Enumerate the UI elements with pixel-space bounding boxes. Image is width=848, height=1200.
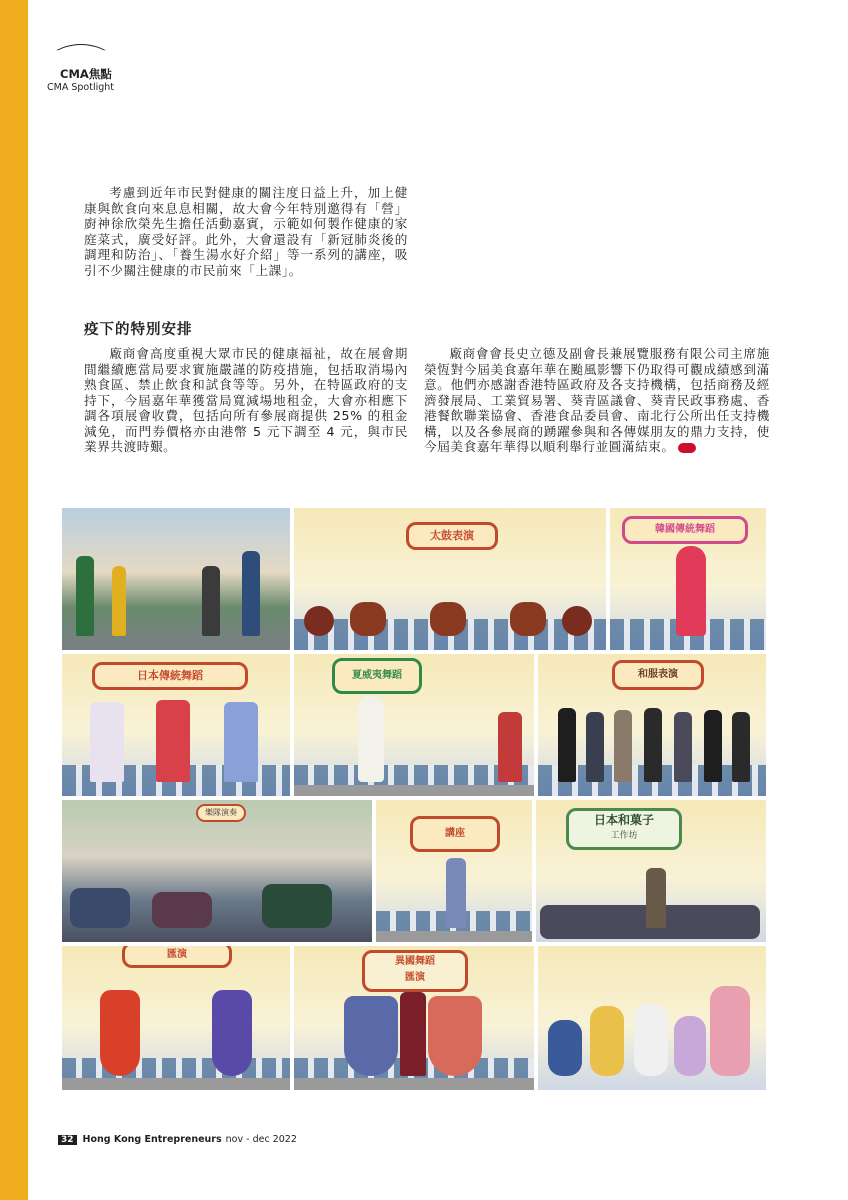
photo-person: [202, 566, 220, 636]
left-paragraph: 廠商會高度重視大眾市民的健康福祉，故在展會期間繼續應當局要求實施嚴謹的防疫措施，包括取消場內熟食區、禁止飲食和試食等等。另外，在特區政府的支持下，今屆嘉年華獲當局寬減場地租金，大會亦相應下調各項展會收費，包括向所有參展商提供 25% 的租金減免，而門券價格亦由港幣 5 元下調至 4 元，與市民業界共渡時艱。: [84, 346, 408, 454]
photo-person: [674, 712, 692, 782]
issue-date: nov - dec 2022: [225, 1134, 297, 1145]
photo-dancer: [100, 990, 140, 1076]
photo-person: [732, 712, 750, 782]
photo-hula-dance: [294, 654, 534, 796]
photo-korean-dance: [610, 508, 766, 650]
photo-child: [674, 1016, 706, 1076]
photo-banner-line: 異國舞蹈: [395, 956, 435, 967]
photo-person: [76, 556, 94, 636]
right-paragraph: [424, 346, 770, 461]
photo-floor: [376, 931, 532, 942]
photo-audience: [152, 892, 212, 928]
photo-drum: [430, 602, 466, 636]
photo-person: [586, 712, 604, 782]
photo-banner: 太鼓表演: [406, 522, 498, 550]
photo-banner-line: 日本和菓子: [593, 813, 654, 827]
photo-dancer: [400, 992, 426, 1076]
photo-floor: [62, 1078, 290, 1090]
end-mark-logo: 廠商: [678, 443, 696, 453]
photo-drum: [510, 602, 546, 636]
photo-band-audience: [62, 800, 372, 942]
photo-kimono-show: [538, 654, 766, 796]
photo-person: [704, 710, 722, 782]
intro-paragraph: 考慮到近年市民對健康的關注度日益上升，加上健康與飲食向來息息相關，故大會今年特別邀得有「營」廚神徐欣榮先生擔任活動嘉賓，示範如何製作健康的家庭菜式，廣受好評。此外，大會還設有「新冠肺炎後的調理和防治」、「養生湯水好介紹」等一系列的講座，吸引不少關注健康的市民前來「上課」。: [84, 185, 408, 278]
photo-banner: 夏威夷舞蹈: [332, 658, 422, 694]
photo-banner: [566, 808, 682, 850]
photo-child: [634, 1004, 668, 1076]
photo-street-fair: [62, 508, 290, 650]
photo-speaker: [446, 858, 466, 928]
photo-banner-line: 匯演: [405, 972, 425, 983]
photo-banner: 樂隊演奏: [196, 804, 246, 822]
photo-exotic-dance: [294, 946, 534, 1090]
photo-dancer: [224, 702, 258, 782]
photo-floor: [294, 1078, 534, 1090]
photo-person: [644, 708, 662, 782]
magazine-name: Hong Kong Entrepreneurs: [82, 1134, 222, 1145]
photo-person: [558, 708, 576, 782]
photo-drum: [562, 606, 592, 636]
photo-person: [614, 710, 632, 782]
photo-banner: 日本傳統舞蹈: [92, 662, 248, 690]
photo-banner: 講座: [410, 816, 500, 852]
photo-audience: [262, 884, 332, 928]
photo-indian-dance: [62, 946, 290, 1090]
photo-japanese-dance: [62, 654, 290, 796]
photo-dancer: [676, 546, 706, 636]
photo-child: [548, 1020, 582, 1076]
photo-person: [646, 868, 666, 928]
photo-banner: 和服表演: [612, 660, 704, 690]
right-paragraph-text: 廠商會會長史立德及副會長兼展覽服務有限公司主席施榮恆對今屆美食嘉年華在颱風影響下仍取得可觀成績感到滿意。他們亦感謝香港特區政府及各支持機構，包括商務及經濟發展局、工業貿易署、葵青區議會、葵青民政事務處、香港餐飲聯業協會、香港食品委員會、南北行公所出任支持機構，以及各參展商的踴躍參與和各傳媒朋友的鼎力支持，使今屆美食嘉年華得以順利舉行並圓滿結束。: [424, 346, 770, 454]
photo-banner: 韓國傳統舞蹈: [622, 516, 748, 544]
page-number: 32: [58, 1135, 77, 1145]
photo-talk-stage: [376, 800, 532, 942]
photo-dancer: [344, 996, 398, 1076]
section-heading: 疫下的特別安排: [84, 322, 193, 338]
photo-person: [242, 551, 260, 636]
photo-audience: [70, 888, 130, 928]
photo-drum: [350, 602, 386, 636]
photo-dancer: [358, 696, 384, 782]
photo-child: [590, 1006, 624, 1076]
photo-dancer: [212, 990, 252, 1076]
section-title-cn: CMA焦點: [60, 67, 112, 81]
photo-banner: 匯演: [122, 946, 232, 968]
photo-wagashi-workshop: [536, 800, 766, 942]
photo-dancer: [90, 702, 124, 782]
photo-kids-workshop: [538, 946, 766, 1090]
photo-taiko-drums: [294, 508, 606, 650]
photo-dancer: [156, 700, 190, 782]
photo-drum: [304, 606, 334, 636]
photo-floor: [294, 785, 534, 796]
section-title-en: CMA Spotlight: [47, 82, 115, 93]
side-accent-bar: [0, 0, 28, 1200]
photo-banner: [362, 950, 468, 992]
photo-dancer: [498, 712, 522, 782]
photo-banner-line: 工作坊: [610, 831, 638, 841]
page-footer: [58, 1134, 297, 1145]
photo-adult: [710, 986, 750, 1076]
photo-person: [112, 566, 126, 636]
photo-dancer: [428, 996, 482, 1076]
